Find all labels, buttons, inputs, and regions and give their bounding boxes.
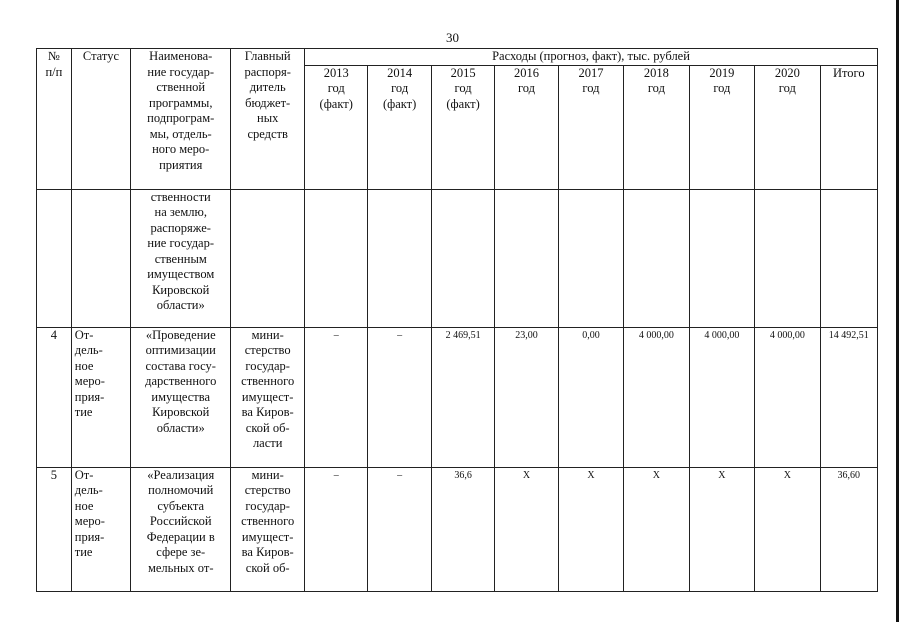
header-expenses: Расходы (прогноз, факт), тыс. рублей [305,49,878,66]
value-total: 36,60 [820,467,877,591]
page-number: 30 [446,30,459,45]
row-manager [231,189,305,327]
header-total: Итого [820,65,877,189]
value-2020 [755,189,820,327]
header-year-2019: 2019 год [689,65,754,189]
value-2017 [558,189,623,327]
header-year-2018: 2018 год [624,65,689,189]
header-year-2013: 2013 год (факт) [305,65,368,189]
value-2019 [689,189,754,327]
value-total: 14 492,51 [820,327,877,467]
value-2014: – [368,467,431,591]
header-num: № п/п [37,49,72,190]
header-year-2015: 2015 год (факт) [431,65,494,189]
value-2018: 4 000,00 [624,327,689,467]
header-year-2014: 2014 год (факт) [368,65,431,189]
row-status: От- дель- ное меро- прия- тие [71,327,130,467]
value-2016: Х [495,467,558,591]
header-year-2020: 2020 год [755,65,820,189]
value-2013: – [305,327,368,467]
value-2017: Х [558,467,623,591]
value-2019: Х [689,467,754,591]
page-edge-rule [896,0,899,622]
value-2018: Х [624,467,689,591]
table-row [37,189,878,327]
row-status [71,189,130,327]
value-2015: 36,6 [431,467,494,591]
value-total [820,189,877,327]
value-2015 [431,189,494,327]
value-2014 [368,189,431,327]
row-status: От- дель- ное меро- прия- тие [71,467,130,591]
header-year-2016: 2016 год [495,65,558,189]
row-name: ственности на землю, распоряже- ние государ- ственным имуществом Кировской области» [131,189,231,327]
row-manager: мини- стерство государ- ственного имущест- ва Киров- ской об- ласти [231,327,305,467]
value-2013: – [305,467,368,591]
header-name: Наименова- ние государ- ственной программы, подпрограм- мы, отдель- ного меро- приятия [131,49,231,190]
value-2014: – [368,327,431,467]
value-2020: 4 000,00 [755,327,820,467]
row-num: 4 [37,327,72,467]
value-2018 [624,189,689,327]
value-2016: 23,00 [495,327,558,467]
header-manager: Главный распоря- дитель бюджет- ных средств [231,49,305,190]
value-2013 [305,189,368,327]
value-2017: 0,00 [558,327,623,467]
header-year-2017: 2017 год [558,65,623,189]
row-name: «Проведение оптимизации состава госу- дарственного имущества Кировской области» [131,327,231,467]
row-num: 5 [37,467,72,591]
value-2016 [495,189,558,327]
row-manager: мини- стерство государ- ственного имущест- ва Киров- ской об- [231,467,305,591]
value-2020: Х [755,467,820,591]
value-2015: 2 469,51 [431,327,494,467]
header-status: Статус [71,49,130,190]
row-num [37,189,72,327]
header-row-1 [37,49,878,66]
row-name: «Реализация полномочий субъекта Российской Федерации в сфере зе- мельных от- [131,467,231,591]
value-2019: 4 000,00 [689,327,754,467]
budget-table [36,48,878,592]
table-row [37,467,878,591]
table-row [37,327,878,467]
budget-table-container [36,48,878,592]
